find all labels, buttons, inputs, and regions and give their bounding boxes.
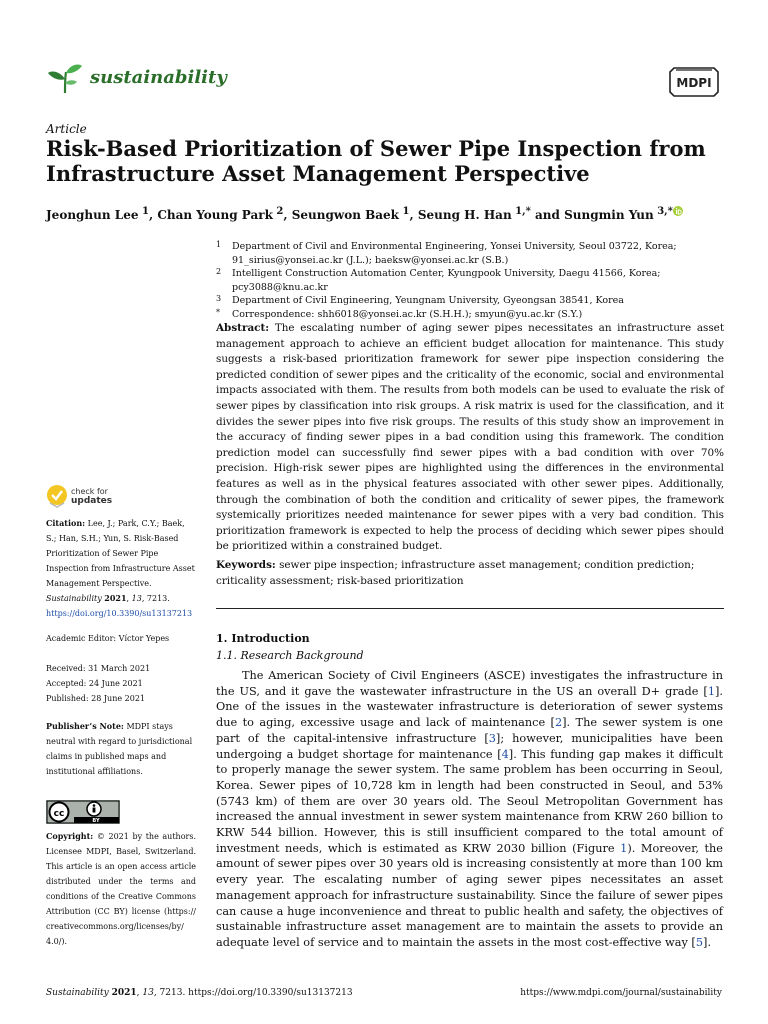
intro-text-2: ]. One of the issues in the wastewater infrastructure is deterioration of sewer systems due to aging, excessive usage and lack of maintenance [: [216, 684, 723, 730]
affiliations: [216, 240, 726, 321]
check-for-updates-badge[interactable]: [46, 484, 112, 508]
author-separator: ,: [283, 208, 292, 222]
divider: [216, 608, 724, 609]
article-title: Risk-Based Prioritization of Sewer Pipe Inspection from Infrastructure Asset Management Perspective: [46, 136, 706, 186]
article-type: Article: [46, 122, 87, 136]
received-date: Received: 31 March 2021: [46, 664, 151, 673]
check-line1: check for: [71, 486, 108, 496]
cc-by-license-badge[interactable]: [46, 800, 120, 824]
subsection-title: 1.1. Research Background: [216, 649, 364, 662]
author-name: Sungmin Yun: [564, 208, 654, 222]
abstract-text: The escalating number of aging sewer pipes necessitates an infrastructure asset management approach to achieve an efficient budget allocation for maintenance. This study suggests a risk-based prioritization framework for sewer pipe inspection considering the predicted condition of sewer pipes and the criticality of the economic, social and environmental impacts associated with them. The results from both models can be used to evaluate the risk of sewer pipes by classification into risk groups. A risk matrix is used for the classification, and it divides the sewer pipes into five risk groups. The results of this study show an improvement in the accuracy of finding sewer pipes in a bad condition using this framework. The condition prediction model can successfully find sewer pipes with a bad condition with over 70% precision. High-risk sewer pipes are highlighted using the differences in the environmental features as well as in the physical features associated with other sewer pipes. Additionally, through the combination of both the condition and criticality of sewer pipes, the framework systemically prioritizes needed maintenance for sewer pipes with a very bad condition. This prioritization framework is expected to help the process of deciding which sewer pipes should be prioritized within a constrained budget.: [216, 322, 724, 553]
affiliation-item: [216, 240, 726, 267]
footer-doi: , 7213. https://doi.org/10.3390/su13137213: [153, 988, 353, 998]
citation-journal: Sustainability: [46, 594, 102, 603]
author-affiliation-marker: 3,*: [653, 206, 673, 217]
copyright-label: Copyright:: [46, 831, 94, 841]
footer-volume: 13: [142, 988, 154, 998]
author-name: Jeonghun Lee: [46, 208, 139, 222]
affiliation-item: [216, 267, 726, 294]
intro-paragraph: [216, 668, 723, 951]
affiliation-item: [216, 308, 726, 322]
intro-text-5: ]. This funding gap makes it difficult to properly manage the sewer system. The same problem has been occurring in Seoul, Korea. Sewer pipes of 10,728 km in length had been constructed in Seoul, and 53% (5743 km) of them are over 30 years old. The Seoul Metropolitan Government has increased the annual investment in sewer system maintenance from KRW 260 billion to KRW 544 billion. However, this is still insufficient compared to the total amount of investment needs, which is estimated as KRW 2030 billion (Figure: [216, 747, 723, 855]
abstract-label: Abstract:: [216, 322, 270, 334]
orcid-icon[interactable]: [673, 206, 683, 216]
abstract: [216, 321, 724, 555]
intro-text-6: ). Moreover, the amount of sewer pipes over 30 years old is increasing consistently at more than 100 km every year. The escalating number of aging sewer pipes necessitates an asset management approach for infrastructure sustainability. Since the failure of sewer pipes can cause a huge inconvenience and threat to public health and safety, the objectives of sustainable infrastructure asset management are to maintain the assets to provide an adequate level of service and to maintain the assets in the most cost-effective way [: [216, 841, 723, 949]
copyright-text: © 2021 by the authors. Licensee MDPI, Basel, Switzerland. This article is an open access article distributed under the terms and conditions of the Creative Commons Attribution (CC BY) license (https:// creativecommons.org/licenses/by/ 4.0/).: [46, 832, 196, 946]
dates-block: [46, 661, 196, 706]
mdpi-logo-text: MDPI: [676, 76, 712, 90]
intro-text-7: ].: [703, 935, 712, 949]
published-date: Published: 28 June 2021: [46, 694, 145, 703]
author-name: Seungwon Baek: [291, 208, 399, 222]
intro-text-1: The American Society of Civil Engineers (ASCE) investigates the infrastructure in the US, and it gave the wastewater infrastructure in the US an overall D+ grade [: [216, 669, 723, 698]
ref-link-1[interactable]: 1: [707, 684, 715, 698]
footer-journal: Sustainability: [46, 988, 109, 998]
keywords-text: sewer pipe inspection; infrastructure asset management; condition prediction; criticality assessment; risk-based prioritization: [216, 559, 695, 587]
footer-citation: Sustainability 2021, 13, 7213. https://doi.org/10.3390/su13137213: [46, 988, 353, 998]
intro-text-4: ]; however, municipalities have been undergoing a budget shortage for maintenance [: [216, 731, 723, 761]
author-affiliation-marker: 2: [272, 206, 284, 217]
publisher-note-text: MDPI stays neutral with regard to jurisdictional claims in published maps and institutional affiliations.: [46, 722, 193, 776]
citation-doi-link[interactable]: https://doi.org/10.3390/su13137213: [46, 609, 193, 618]
figure-link-1[interactable]: 1: [620, 841, 628, 855]
ref-link-5[interactable]: 5: [695, 935, 704, 949]
publisher-note: [46, 719, 196, 779]
intro-text-3: ]. The sewer system is one part of the capital-intensive infrastructure [: [216, 716, 723, 745]
ref-link-2[interactable]: 2: [554, 716, 563, 730]
copyright-block: [46, 829, 196, 949]
section-title: 1. Introduction: [216, 632, 310, 645]
citation-pages: , 7213.: [141, 594, 170, 603]
author-separator: and: [530, 208, 565, 222]
journal-name: sustainability: [90, 66, 227, 88]
ref-link-3[interactable]: 3: [488, 731, 496, 745]
publisher-note-label: Publisher’s Note:: [46, 721, 124, 731]
sprout-icon: [46, 60, 84, 94]
citation-year: 2021: [104, 593, 127, 603]
author-list: [46, 206, 726, 222]
affiliation-text: Department of Civil Engineering, Yeungnam University, Gyeongsan 38541, Korea: [232, 295, 624, 306]
keywords-label: Keywords:: [216, 559, 276, 571]
author-affiliation-marker: 1: [399, 206, 410, 217]
affiliation-number: 2: [216, 267, 222, 276]
citation-text: Lee, J.; Park, C.Y.; Baek, S.; Han, S.H.; Yun, S. Risk-Based Prioritization of Sewer Pipe Inspection from Infrastructure Asset Management Perspective.: [46, 519, 195, 588]
journal-header: [46, 60, 722, 100]
check-updates-label: [71, 487, 112, 506]
affiliation-number: *: [216, 307, 220, 317]
check-line2: updates: [71, 495, 113, 506]
journal-logo[interactable]: [46, 60, 227, 94]
citation-volume: 13: [131, 594, 142, 603]
affiliation-text: Correspondence: shh6018@yonsei.ac.kr (S.H.H.); smyun@yu.ac.kr (S.Y.): [232, 308, 583, 320]
author-name: Chan Young Park: [157, 208, 273, 222]
affiliation-number: 3: [216, 294, 222, 303]
affiliation-text: Department of Civil and Environmental Engineering, Yonsei University, Seoul 03722, Korea; 91_sirius@yonsei.ac.kr (J.L.); baeksw@yonsei.ac.kr (S.B.): [232, 241, 677, 266]
footer-year: 2021: [111, 988, 137, 998]
author-affiliation-marker: 1: [138, 206, 149, 217]
ref-link-4[interactable]: 4: [501, 747, 509, 761]
cc-by-label: BY: [92, 818, 100, 824]
author-affiliation-marker: 1,*: [511, 206, 531, 217]
affiliation-number: 1: [216, 240, 222, 249]
citation-label: Citation:: [46, 518, 86, 528]
page-footer: [46, 988, 722, 998]
academic-editor: Academic Editor: Víctor Yepes: [46, 634, 170, 643]
author-name: Seung H. Han: [417, 208, 512, 222]
svg-text:cc: cc: [53, 809, 65, 819]
check-updates-icon: [46, 484, 68, 508]
affiliation-text: Intelligent Construction Automation Center, Kyungpook University, Daegu 41566, Korea; pcy3088@knu.ac.kr: [232, 268, 661, 293]
citation-block: Citation: Lee, J.; Park, C.Y.; Baek, S.; Han, S.H.; Yun, S. Risk-Based Prioritization of Sewer Pipe Inspection from Infrastructure Asset Management Perspective. Sustainability 2021, 13, 7213. https://doi.org/10.3390/su13137213: [46, 518, 195, 618]
affiliation-item: [216, 294, 726, 308]
author-separator: ,: [148, 208, 158, 222]
author-separator: ,: [409, 208, 418, 222]
footer-journal-url[interactable]: https://www.mdpi.com/journal/sustainability: [520, 988, 722, 998]
keywords: [216, 558, 724, 589]
accepted-date: Accepted: 24 June 2021: [46, 679, 143, 688]
mdpi-logo[interactable]: [668, 64, 722, 100]
